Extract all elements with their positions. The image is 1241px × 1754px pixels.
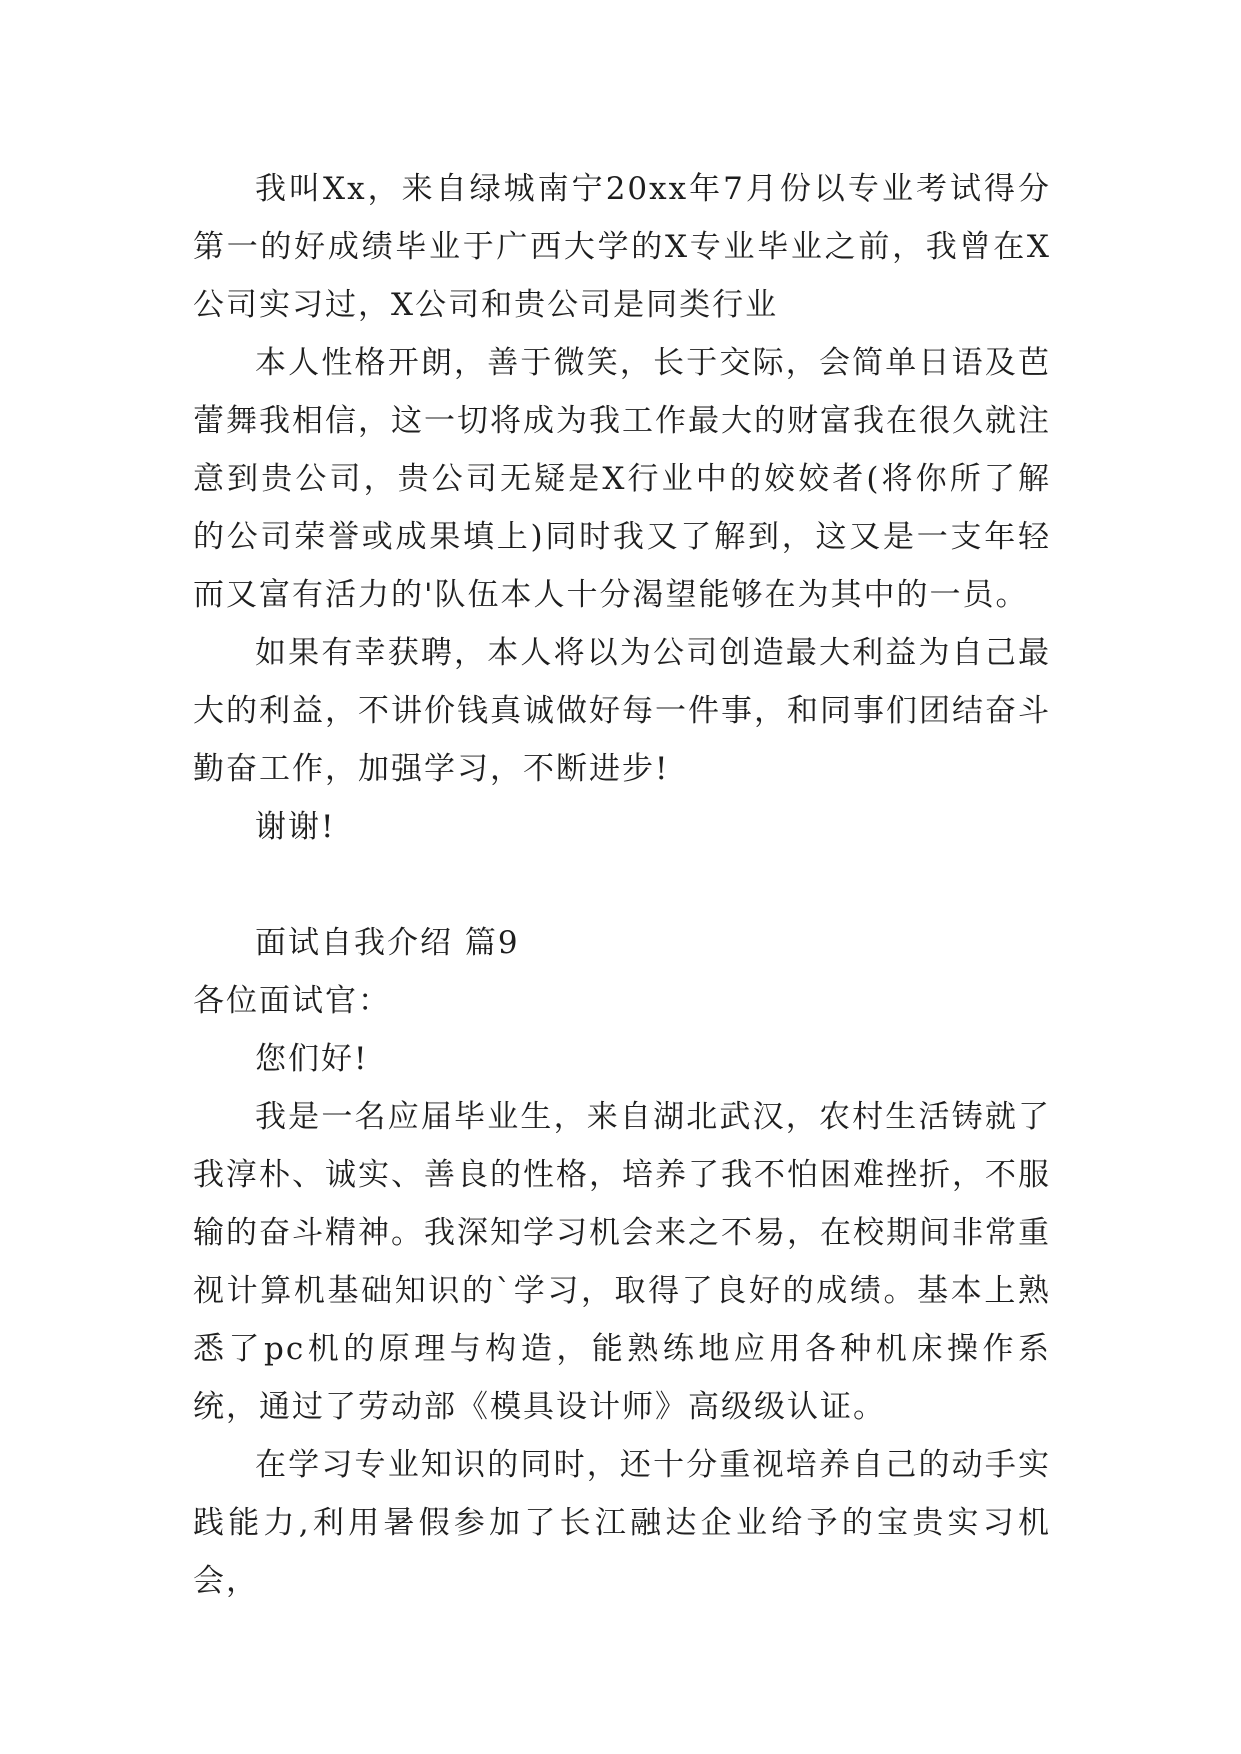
paragraph-practice: 在学习专业知识的同时，还十分重视培养自己的动手实践能力,利用暑假参加了长江融达企业给予的宝贵实习机会， <box>193 1447 1051 1599</box>
document-body <box>193 160 1051 1610</box>
paragraph-commitment: 如果有幸获聘，本人将以为公司创造最大利益为自己最大的利益，不讲价钱真诚做好每一件事，和同事们团结奋斗勤奋工作，加强学习，不断进步! <box>193 635 1051 787</box>
section-heading: 面试自我介绍 篇9 <box>255 925 520 961</box>
section-spacer <box>193 856 1051 914</box>
paragraph-greeting: 您们好! <box>255 1041 369 1077</box>
paragraph-intro: 我叫Xx，来自绿城南宁20xx年7月份以专业考试得分第一的好成绩毕业于广西大学的X专业毕业之前，我曾在X公司实习过，X公司和贵公司是同类行业 <box>193 171 1051 323</box>
paragraph-personality: 本人性格开朗，善于微笑，长于交际，会简单日语及芭蕾舞我相信，这一切将成为我工作最大的财富我在很久就注意到贵公司，贵公司无疑是X行业中的姣姣者(将你所了解的公司荣誉或成果填上)同时我又了解到，这又是一支年轻而又富有活力的'队伍本人十分渴望能够在为其中的一员。 <box>193 345 1051 613</box>
paragraph-thanks: 谢谢! <box>255 809 336 845</box>
salutation: 各位面试官： <box>193 983 391 1019</box>
paragraph-background: 我是一名应届毕业生，来自湖北武汉，农村生活铸就了我淳朴、诚实、善良的性格，培养了我不怕困难挫折，不服输的奋斗精神。我深知学习机会来之不易，在校期间非常重视计算机基础知识的`学习，取得了良好的成绩。基本上熟悉了pc机的原理与构造，能熟练地应用各种机床操作系统，通过了劳动部《模具设计师》高级级认证。 <box>193 1099 1051 1425</box>
